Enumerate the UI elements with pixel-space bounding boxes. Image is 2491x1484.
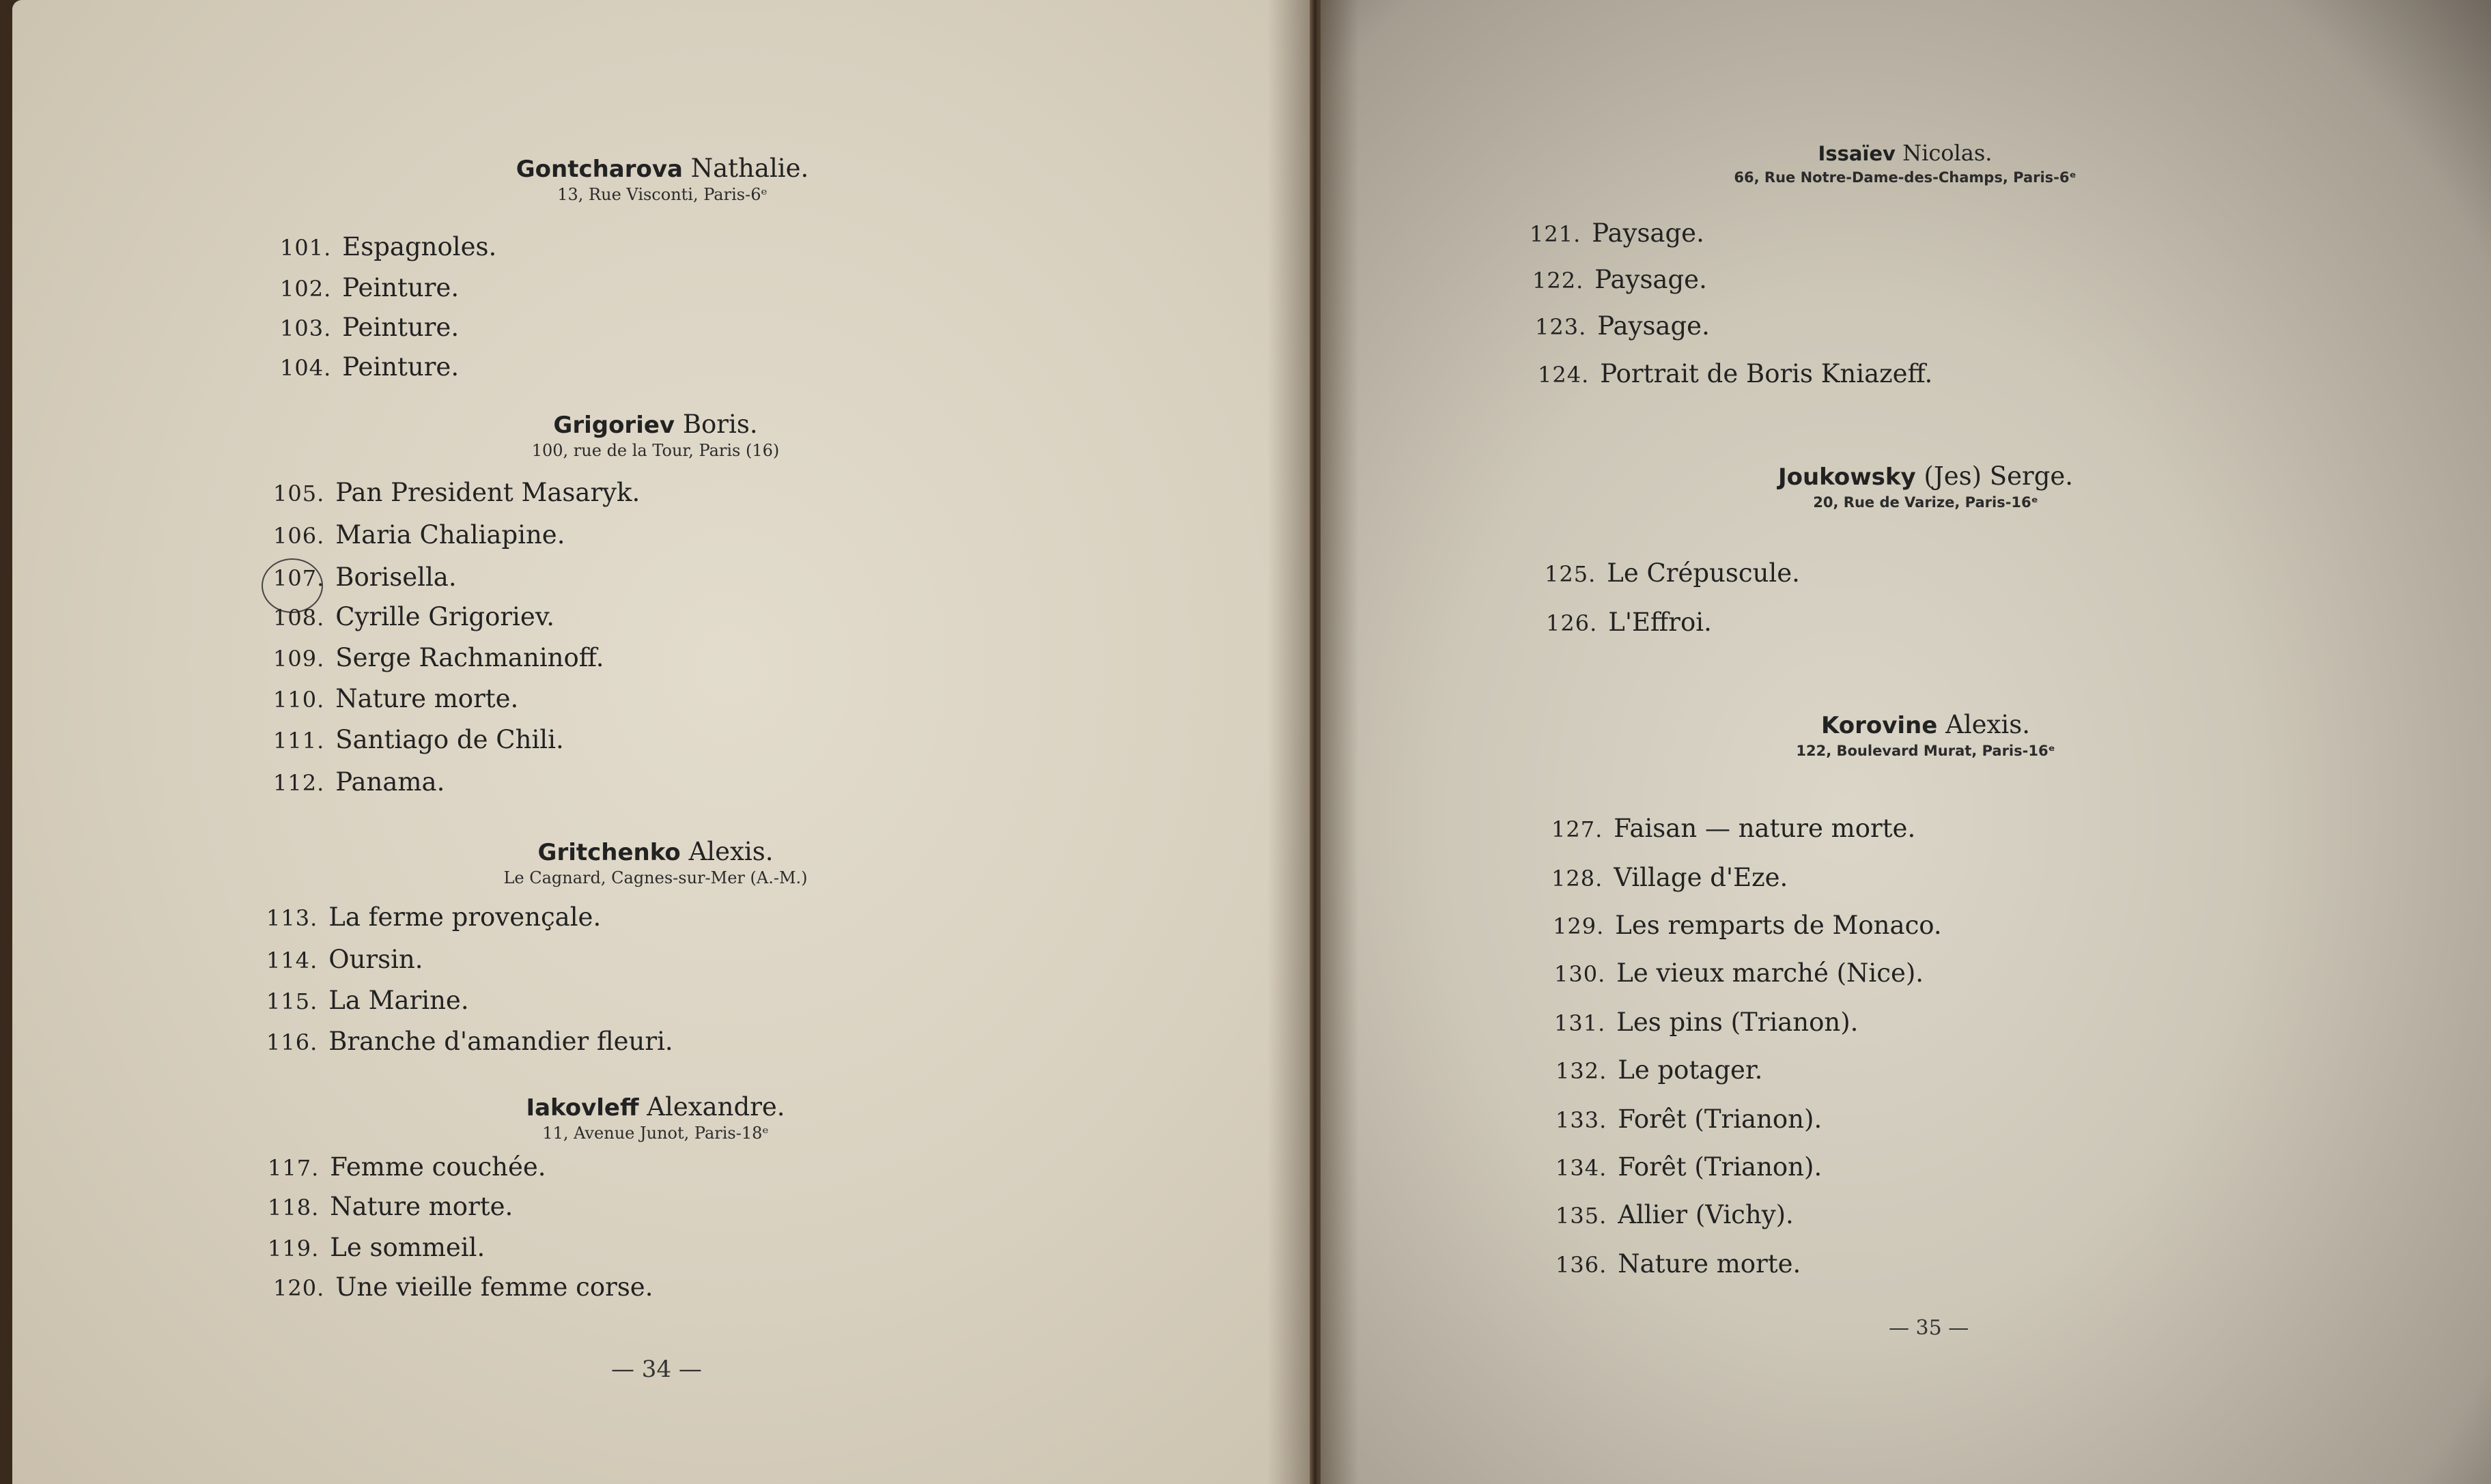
- list-item: 126. L'Effroi.: [1546, 608, 1712, 637]
- artist-surname: Gritchenko: [537, 839, 681, 866]
- artist-surname: Iakovleff: [526, 1094, 639, 1122]
- artist-header: [1748, 461, 2103, 513]
- list-item: 129. Les remparts de Monaco.: [1553, 911, 1942, 940]
- list-item: 130. Le vieux marché (Nice).: [1554, 958, 1924, 988]
- list-item: 125. Le Crépuscule.: [1545, 558, 1800, 588]
- artist-address: 100, rue de la Tour, Paris (16): [531, 441, 780, 460]
- list-item: 121. Paysage.: [1530, 218, 1704, 248]
- artist-firstname: Nathalie.: [690, 154, 809, 183]
- list-item: 124. Portrait de Boris Kniazeff.: [1538, 359, 1933, 388]
- list-item: 118. Nature morte.: [268, 1192, 513, 1221]
- list-item: 101. Espagnoles.: [280, 232, 497, 261]
- artist-firstname: Boris.: [682, 410, 758, 439]
- artist-header: [498, 410, 813, 461]
- list-item: 105. Pan President Masaryk.: [273, 478, 641, 507]
- artist-address: 11, Avenue Junot, Paris-18ᵉ: [542, 1124, 769, 1143]
- list-item: 120. Une vieille femme corse.: [273, 1272, 653, 1302]
- artist-firstname: Nicolas.: [1902, 140, 1993, 166]
- list-item: 115. La Marine.: [266, 986, 469, 1015]
- artist-surname: Gontcharova: [516, 156, 683, 183]
- list-item: 102. Peinture.: [280, 273, 460, 302]
- list-item: 112. Panama.: [273, 767, 445, 797]
- artist-header: [471, 837, 840, 888]
- list-item: 107. Borisella.: [273, 562, 457, 592]
- list-item: 136. Nature morte.: [1556, 1249, 1801, 1279]
- artist-firstname: Alexis.: [1945, 710, 2030, 739]
- list-item: 117. Femme couchée.: [268, 1152, 546, 1182]
- list-item: 135. Allier (Vichy).: [1556, 1200, 1794, 1229]
- list-item: 132. Le potager.: [1556, 1055, 1763, 1085]
- list-item: 122. Paysage.: [1532, 265, 1707, 294]
- artist-address: Le Cagnard, Cagnes-sur-Mer (A.-M.): [503, 868, 808, 887]
- list-item: 127. Faisan — nature morte.: [1551, 814, 1916, 843]
- artist-address: 66, Rue Notre-Dame-des-Champs, Paris-6ᵉ: [1734, 169, 2077, 186]
- artist-surname: Korovine: [1821, 712, 1938, 739]
- left-page: [12, 0, 1315, 1484]
- artist-firstname: Alexandre.: [647, 1092, 785, 1122]
- artist-address: 122, Boulevard Murat, Paris-16ᵉ: [1796, 743, 2055, 759]
- artist-header: [1762, 710, 2089, 761]
- list-item: 116. Branche d'amandier fleuri.: [266, 1027, 673, 1056]
- artist-firstname: Alexis.: [688, 837, 774, 866]
- list-item: 104. Peinture.: [280, 352, 460, 382]
- artist-firstname: (Jes) Serge.: [1924, 461, 2074, 491]
- list-item: 123. Paysage.: [1535, 311, 1710, 341]
- list-item: 106. Maria Chaliapine.: [273, 520, 565, 550]
- list-item: 113. La ferme provençale.: [266, 902, 602, 932]
- list-item: 128. Village d'Eze.: [1551, 863, 1788, 892]
- list-item: 110. Nature morte.: [273, 684, 519, 713]
- artist-header: [492, 1092, 819, 1143]
- artist-address: 20, Rue de Varize, Paris-16ᵉ: [1813, 494, 2038, 511]
- artist-header: [1693, 139, 2117, 188]
- artist-surname: Joukowsky: [1777, 463, 1916, 491]
- list-item: 119. Le sommeil.: [268, 1233, 485, 1262]
- artist-header: [512, 154, 813, 205]
- list-item: 108. Cyrille Grigoriev.: [273, 602, 555, 631]
- artist-address: 13, Rue Visconti, Paris-6ᵉ: [557, 185, 768, 204]
- artist-surname: Grigoriev: [553, 412, 675, 439]
- page-number: — 34 —: [611, 1356, 702, 1383]
- list-item: 111. Santiago de Chili.: [273, 725, 564, 754]
- artist-surname: Issaïev: [1818, 142, 1896, 165]
- list-item: 134. Forêt (Trianon).: [1556, 1152, 1822, 1182]
- list-item: 131. Les pins (Trianon).: [1554, 1008, 1859, 1037]
- page-number: — 35 —: [1889, 1316, 1969, 1340]
- list-item: 109. Serge Rachmaninoff.: [273, 643, 604, 672]
- list-item: 114. Oursin.: [266, 945, 423, 974]
- list-item: 103. Peinture.: [280, 313, 460, 342]
- list-item: 133. Forêt (Trianon).: [1556, 1104, 1822, 1134]
